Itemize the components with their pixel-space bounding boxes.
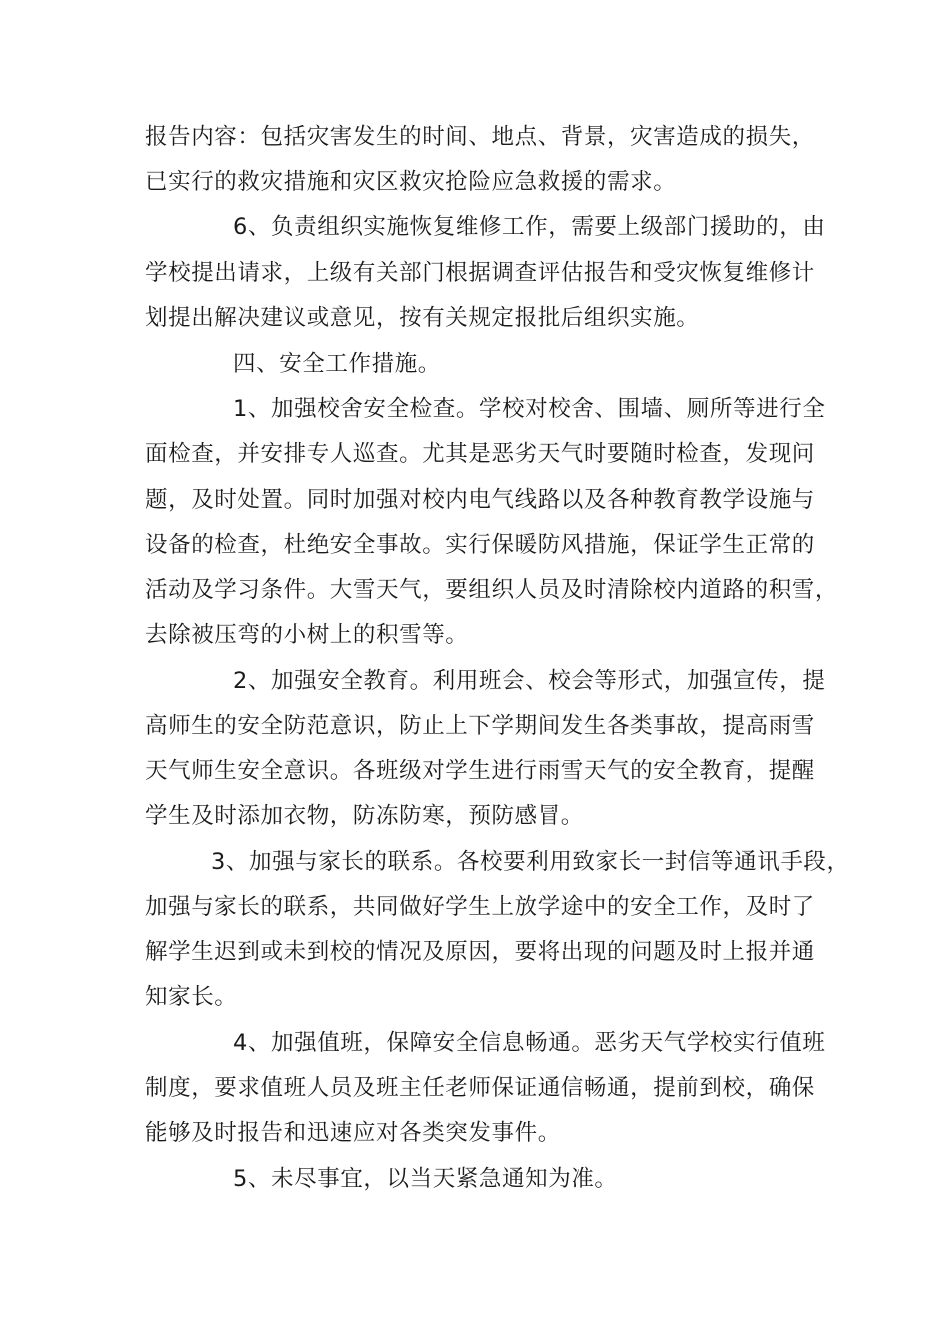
paragraph-line: 去除被压弯的小树上的积雪等。	[145, 622, 469, 648]
paragraph-line: 题，及时处置。同时加强对校内电气线路以及各种教育教学设施与	[145, 487, 815, 513]
paragraph-line: 学生及时添加衣物，防冻防寒，预防感冒。	[145, 803, 584, 829]
section-heading: 四、安全工作措施。	[233, 351, 441, 377]
paragraph-line: 3、加强与家长的联系。各校要利用致家长一封信等通讯手段，	[211, 849, 850, 875]
paragraph-line: 6、负责组织实施恢复维修工作，需要上级部门援助的，由	[233, 214, 826, 240]
paragraph-line: 已实行的救灾措施和灾区救灾抢险应急救援的需求。	[145, 169, 677, 195]
paragraph-line: 加强与家长的联系，共同做好学生上放学途中的安全工作，及时了	[145, 894, 815, 920]
paragraph-line: 能够及时报告和迅速应对各类突发事件。	[145, 1120, 561, 1146]
paragraph-line: 解学生迟到或未到校的情况及原因，要将出现的问题及时上报并通	[145, 939, 815, 965]
paragraph-line: 报告内容：包括灾害发生的时间、地点、背景，灾害造成的损失，	[145, 124, 815, 150]
paragraph-line: 1、加强校舍安全检查。学校对校舍、围墙、厕所等进行全	[233, 396, 826, 422]
paragraph-line: 设备的检查，杜绝安全事故。实行保暖防风措施，保证学生正常的	[145, 532, 815, 558]
paragraph-line: 2、加强安全教育。利用班会、校会等形式，加强宣传，提	[233, 668, 826, 694]
paragraph-line: 知家长。	[145, 984, 238, 1010]
paragraph-line: 高师生的安全防范意识，防止上下学期间发生各类事故，提高雨雪	[145, 713, 815, 739]
paragraph-line: 学校提出请求，上级有关部门根据调查评估报告和受灾恢复维修计	[145, 260, 815, 286]
paragraph-line: 活动及学习条件。大雪天气，要组织人员及时清除校内道路的积雪，	[145, 577, 839, 603]
paragraph-line: 划提出解决建议或意见，按有关规定报批后组织实施。	[145, 305, 700, 331]
paragraph-line: 面检查，并安排专人巡查。尤其是恶劣天气时要随时检查，发现问	[145, 441, 815, 467]
paragraph-line: 制度，要求值班人员及班主任老师保证通信畅通，提前到校，确保	[145, 1075, 815, 1101]
paragraph-line: 4、加强值班，保障安全信息畅通。恶劣天气学校实行值班	[233, 1030, 826, 1056]
paragraph-line: 5、未尽事宜，以当天紧急通知为准。	[233, 1166, 618, 1192]
paragraph-line: 天气师生安全意识。各班级对学生进行雨雪天气的安全教育，提醒	[145, 758, 815, 784]
